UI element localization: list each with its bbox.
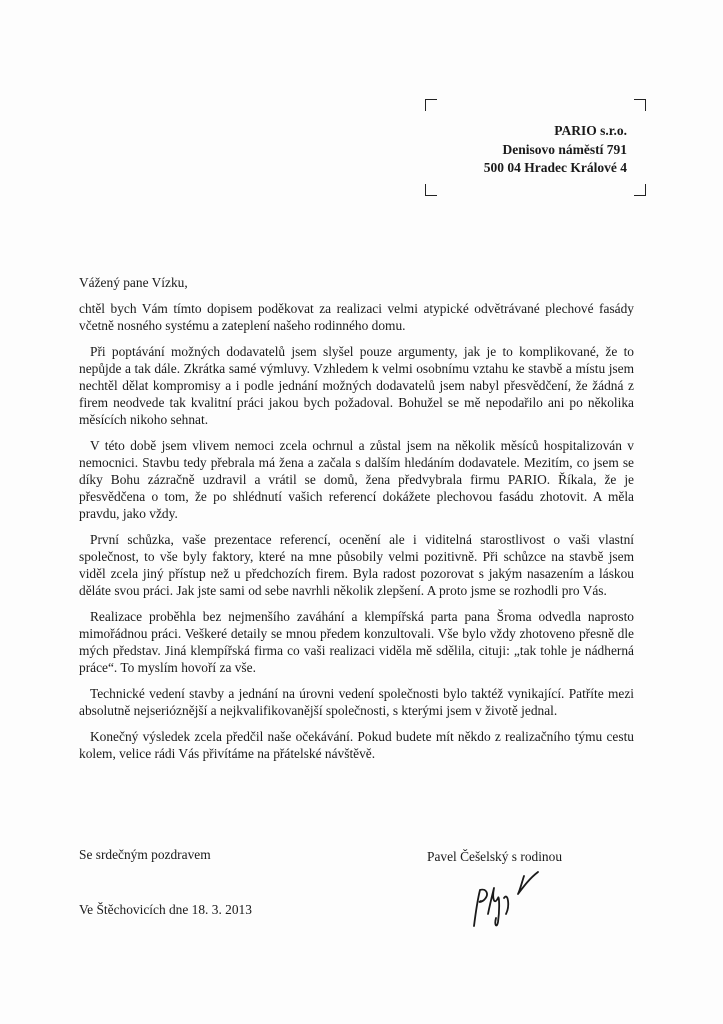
salutation: Vážený pane Vízku, (79, 275, 188, 290)
address-window-corner-top-right (634, 99, 646, 111)
paragraph-realization: Realizace proběhla bez nejmenšího zaváhání a klempířská parta pana Šroma odvedla naprosto mimořádnou práci. Veškeré detaily se mnou předem konzultovali. Vše bylo vždy zhotoveno přesně dle mých představ. Jiná klempířská firma co vaši realizaci viděla mě sdělila, cituji: „tak tohle je nádherná práce“. To myslím hovoří za vše. (79, 609, 634, 675)
closing-greeting: Se srdečným pozdravem (79, 847, 211, 862)
paragraph-intro: chtěl bych Vám tímto dopisem poděkovat za realizaci velmi atypické odvětrávané plechové fasády včetně nosného systému a zateplení našeho rodinného domu. (79, 301, 634, 333)
handwritten-signature (468, 868, 558, 938)
address-window-corner-bottom-left (425, 184, 437, 196)
recipient-city: 500 04 Hradec Králové 4 (483, 160, 627, 175)
address-window-corner-top-left (425, 99, 437, 111)
paragraph-illness: V této době jsem vlivem nemoci zcela ochrnul a zůstal jsem na několik měsíců hospitalizován v nemocnici. Stavbu tedy přebrala má žena a začala s dalším hledáním dodavatele. Mezitím, co jsem se díky Bohu zázračně uzdravil a vrátil se domů, žena předvybrala firmu PARIO. Říkala, že je přesvědčena o tom, že po shlédnutí vašich referencí dokážete plechovou fasádu zhotovit. A měla pravdu, jako vždy. (79, 438, 634, 521)
letter-body (79, 274, 634, 771)
recipient-street: Denisovo náměstí 791 (502, 141, 627, 157)
author-name: Pavel Češelský s rodinou (427, 849, 563, 864)
address-window-corner-bottom-right (634, 184, 646, 196)
place-and-date: Ve Štěchovicích dne 18. 3. 2013 (79, 902, 252, 917)
paragraph-first-meeting: První schůzka, vaše prezentace referencí, ocenění ale i viditelná starostlivost o vaši vlastní společnost, to vše byly faktory, které na mne působily velmi pozitivně. Při schůzce na stavbě jsem viděl zcela jiný přístup než u předchozích firem. Byla radost pozorovat s jakým nasazením a láskou děláte svou práci. Jak jste sami od sebe navrhli několik zlepšení. A proto jsme se rozhodli pro Vás. (79, 532, 634, 598)
recipient-address (484, 122, 627, 178)
paragraph-result: Konečný výsledek zcela předčil naše očekávání. Pokud budete mít někdo z realizačního týmu cestu kolem, velice rádi Vás přivítáme na přátelské návštěvě. (79, 729, 634, 761)
paragraph-technical-management: Technické vedení stavby a jednání na úrovni vedení společnosti bylo taktéž vynikající. Patříte mezi absolutně nejseriózněјší a nejkvalifikovanější společnosti, s kterými jsem v životě jednal. (79, 686, 634, 718)
paragraph-search: Při poptávání možných dodavatelů jsem slyšel pouze argumenty, jak je to komplikované, že to nepůjde a tak dále. Zkrátka samé výmluvy. Vzhledem k velmi osobnímu vztahu ke stavbě a místu jsem nechtěl dělat kompromisy a i podle jednání možných dodavatelů jsem nabyl přesvědčení, že žádná z firem neodvede tak kvalitní práci jakou bych požadoval. Bohužel se mě nepodařilo ani po několika měsících nikoho sehnat. (79, 344, 634, 427)
recipient-company: PARIO s.r.o. (554, 123, 627, 138)
